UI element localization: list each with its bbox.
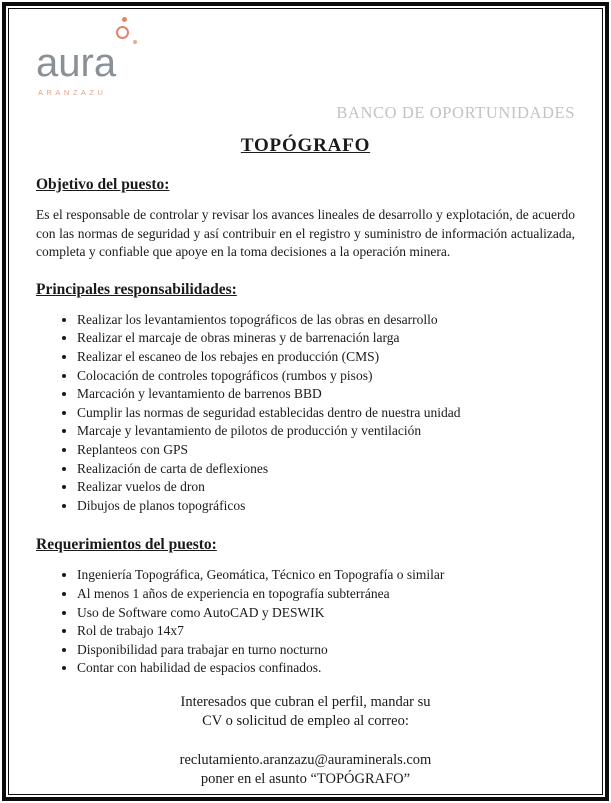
inner-border: [8, 8, 603, 795]
list-item: • Uso de Software como AutoCAD y DESWIK: [77, 604, 575, 623]
outer-border: [2, 2, 609, 801]
list-item: • Disponibilidad para trabajar en turno nocturno: [77, 641, 575, 660]
requirements-list: [36, 566, 575, 678]
requirements-heading: Requerimientos del puesto:: [36, 536, 217, 554]
list-item: • Realización de carta de deflexiones: [77, 460, 575, 479]
list-item: • Realizar vuelos de dron: [77, 478, 575, 497]
closing-text: [36, 693, 575, 732]
banner-text: BANCO DE OPORTUNIDADES: [336, 103, 575, 122]
list-item: • Marcación y levantamiento de barrenos BBD: [77, 385, 575, 404]
flyer-header: [36, 43, 575, 123]
logo-dot-icon: [122, 17, 127, 22]
contact-email: reclutamiento.aranzazu@auraminerals.com: [179, 751, 432, 768]
list-item: • Realizar el escaneo de los rebajes en producción (CMS): [77, 348, 575, 367]
logo-dot-icon: [133, 40, 137, 44]
list-item: • Realizar los levantamientos topográficos de las obras en desarrollo: [77, 311, 575, 330]
list-item: • Rol de trabajo 14x7: [77, 622, 575, 641]
page-title-text: TOPÓGRAFO: [240, 135, 371, 156]
contact-subject-line: poner en el asunto “TOPÓGRAFO”: [200, 771, 411, 788]
logo-subtitle: ARANZAZU: [38, 88, 107, 97]
list-item: • Marcaje y levantamiento de pilotos de producción y ventilación: [77, 422, 575, 441]
responsibilities-heading: Principales responsabilidades:: [36, 280, 237, 298]
objective-heading: Objetivo del puesto:: [36, 176, 170, 193]
closing-line: CV o solicitud de empleo al correo:: [202, 713, 409, 730]
list-item: • Dibujos de planos topográficos: [77, 497, 575, 516]
list-item: • Contar con habilidad de espacios confinados.: [77, 659, 575, 678]
contact-block: [36, 751, 575, 790]
list-item: • Cumplir las normas de seguridad establecidas dentro de nuestra unidad: [77, 404, 575, 423]
list-item: • Realizar el marcaje de obras mineras y de barrenación larga: [77, 329, 575, 348]
list-item: • Al menos 1 años de experiencia en topografía subterránea: [77, 585, 575, 604]
objective-paragraph: Es el responsable de controlar y revisar los avances lineales de desarrollo y explotación, de acuerdo con las normas de seguridad y así contribuir en el registro y suministro de información actualizada, completa y confiable que apoye en la toma decisiones a la operación minera.: [36, 207, 575, 260]
page-title: [36, 133, 575, 159]
aura-logo: [36, 43, 196, 97]
closing-line: Interesados que cubran el perfil, mandar su: [180, 693, 431, 710]
logo-wordmark: aura: [36, 41, 117, 85]
list-item: • Replanteos con GPS: [77, 441, 575, 460]
list-item: • Colocación de controles topográficos (rumbos y pisos): [77, 367, 575, 386]
list-item: • Ingeniería Topográfica, Geomática, Técnico en Topografía o similar: [77, 566, 575, 585]
responsibilities-list: [36, 311, 575, 516]
logo-ring-icon: [116, 26, 129, 39]
